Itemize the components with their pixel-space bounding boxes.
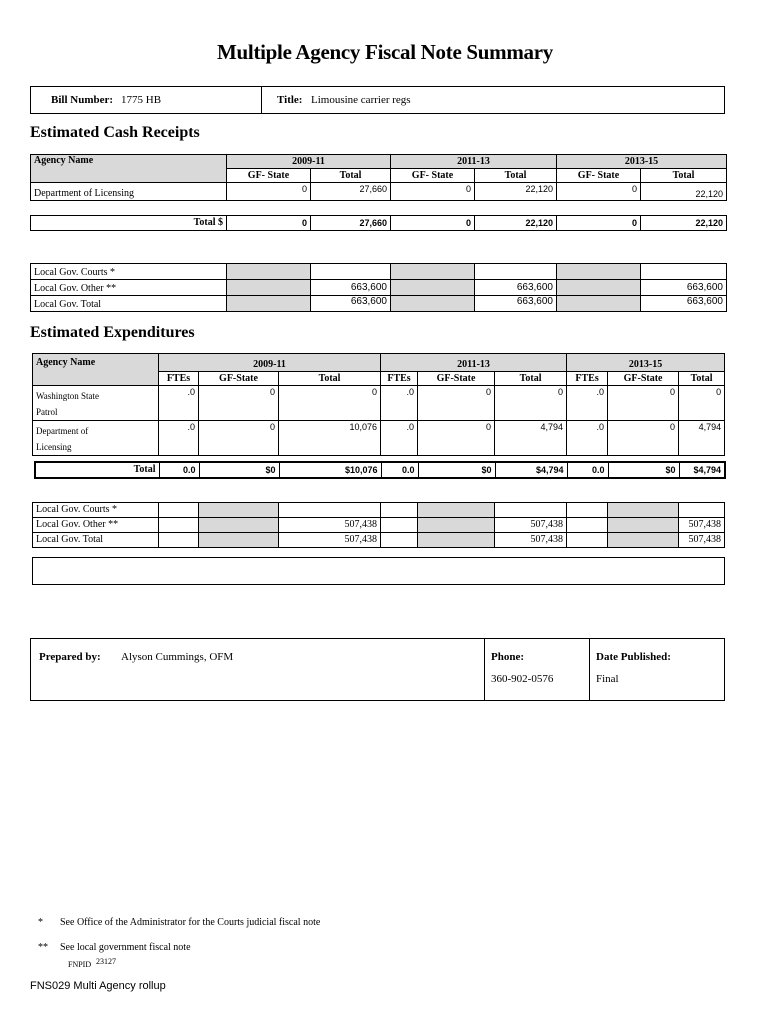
total-header: Total [475,169,557,183]
ftes-header: FTEs [567,372,608,386]
bill-number-label: Bill Number: [51,94,114,106]
agency-name-line: Licensing [36,442,72,452]
cell-value: 4,794 [679,421,725,456]
footnote-text: See local government fiscal note [60,942,191,953]
cell-value: 0 [608,421,679,456]
bill-info-box [30,86,725,114]
prepared-by-box [30,638,725,701]
cell-value: 663,600 [311,296,391,312]
period-header: 2013-15 [557,155,727,169]
total-header: Total [495,372,567,386]
cash-receipts-table [30,154,727,201]
cell-value: 22,120 [475,183,557,201]
footnote-mark: ** [38,942,48,953]
cell-value: 0 [227,183,311,201]
cell-value: 507,438 [495,518,567,533]
table-row [33,533,725,548]
bill-number-value: 1775 HB [121,94,162,106]
total-value: $4,794 [679,462,725,478]
table-row [33,503,725,518]
total-header: Total [311,169,391,183]
form-id: FNS029 Multi Agency rollup [30,980,166,992]
total-value: 22,120 [641,216,727,231]
footnote-text: See Office of the Administrator for the Courts judicial fiscal note [60,917,321,928]
total-value: 0.0 [381,462,418,478]
cash-receipts-total-row [30,215,727,231]
total-value: $0 [418,462,495,478]
gf-state-header: GF-State [199,372,279,386]
table-row [31,264,727,280]
total-value: $4,794 [495,462,567,478]
cell-value: 507,438 [679,518,725,533]
date-published-value: Final [596,673,619,685]
total-value: $0 [199,462,279,478]
period-header: 2009-11 [227,155,391,169]
cell-value: .0 [381,421,418,456]
cell-value: 0 [391,183,475,201]
local-gov-label: Local Gov. Courts * [31,264,227,280]
prepared-by-label: Prepared by: [39,651,101,663]
gf-state-header: GF-State [608,372,679,386]
cell-value: 507,438 [679,533,725,548]
agency-name-line: Department of [36,426,89,436]
cell-value: .0 [567,386,608,421]
cell-value: .0 [381,386,418,421]
cell-value: 507,438 [495,533,567,548]
cell-value: 0 [279,386,381,421]
period-header: 2009-11 [159,354,381,372]
total-value: 0 [227,216,311,231]
cell-value: .0 [159,421,199,456]
cell-value: 663,600 [311,280,391,296]
table-row [33,386,725,421]
local-gov-label: Local Gov. Total [33,533,159,548]
cell-value: 663,600 [475,296,557,312]
total-value: 0.0 [159,462,199,478]
cell-value: 22,120 [641,183,727,201]
total-value: 0 [391,216,475,231]
gf-state-header: GF- State [557,169,641,183]
cell-value: 4,794 [495,421,567,456]
bill-title-label: Title: [277,94,303,106]
cash-receipts-heading: Estimated Cash Receipts [30,124,200,141]
prepared-by-name: Alyson Cummings, OFM [121,651,234,663]
cell-value: 663,600 [641,296,727,312]
local-gov-label: Local Gov. Courts * [33,503,159,518]
cell-value: 507,438 [279,533,381,548]
cell-value: 0 [495,386,567,421]
gf-state-header: GF- State [227,169,311,183]
gf-state-header: GF-State [418,372,495,386]
total-value: 22,120 [475,216,557,231]
cell-value: 507,438 [279,518,381,533]
total-label: Total [35,462,159,478]
cell-value: 663,600 [641,280,727,296]
table-row [33,421,725,456]
period-header: 2011-13 [381,354,567,372]
agency-name-header: Agency Name [31,155,227,183]
page-title: Multiple Agency Fiscal Note Summary [217,40,553,64]
agency-name-line: Patrol [36,407,58,417]
local-gov-label: Local Gov. Other ** [31,280,227,296]
fnpid-value: 23127 [96,957,116,966]
phone-label: Phone: [491,651,524,663]
total-header: Total [279,372,381,386]
ftes-header: FTEs [159,372,199,386]
table-row [31,296,727,312]
cell-value: 0 [199,386,279,421]
agency-name-line: Washington State [36,391,100,401]
bill-title-value: Limousine carrier regs [311,94,411,106]
agency-name [33,386,159,421]
cell-value: 10,076 [279,421,381,456]
expenditures-table [32,353,725,456]
total-value: $0 [608,462,679,478]
fnpid-label: FNPID [68,960,92,969]
date-published-label: Date Published: [596,651,671,663]
total-value: 0 [557,216,641,231]
gf-state-header: GF- State [391,169,475,183]
cell-value: 0 [199,421,279,456]
notes-box [32,557,725,585]
expenditures-local-gov-table [32,502,725,548]
agency-name-header: Agency Name [33,354,159,386]
cell-value: 0 [418,421,495,456]
agency-name: Department of Licensing [31,183,227,201]
total-value: $10,076 [279,462,381,478]
footnote-mark: * [38,917,43,928]
total-header: Total [679,372,725,386]
local-gov-label: Local Gov. Total [31,296,227,312]
cell-value: 0 [608,386,679,421]
cash-receipts-local-gov-table [30,263,727,312]
expenditures-total-row [34,461,726,479]
total-value: 27,660 [311,216,391,231]
cell-value: 27,660 [311,183,391,201]
cell-value: 0 [557,183,641,201]
cell-value: 0 [418,386,495,421]
table-row [33,518,725,533]
period-header: 2013-15 [567,354,725,372]
table-row [31,280,727,296]
total-header: Total [641,169,727,183]
period-header: 2011-13 [391,155,557,169]
cell-value: 0 [679,386,725,421]
expenditures-heading: Estimated Expenditures [30,324,195,341]
cell-value: .0 [567,421,608,456]
ftes-header: FTEs [381,372,418,386]
phone-value: 360-902-0576 [491,673,554,685]
table-row [31,183,727,201]
cell-value: .0 [159,386,199,421]
total-value: 0.0 [567,462,608,478]
cell-value: 663,600 [475,280,557,296]
total-label: Total $ [31,216,227,231]
local-gov-label: Local Gov. Other ** [33,518,159,533]
agency-name [33,421,159,456]
